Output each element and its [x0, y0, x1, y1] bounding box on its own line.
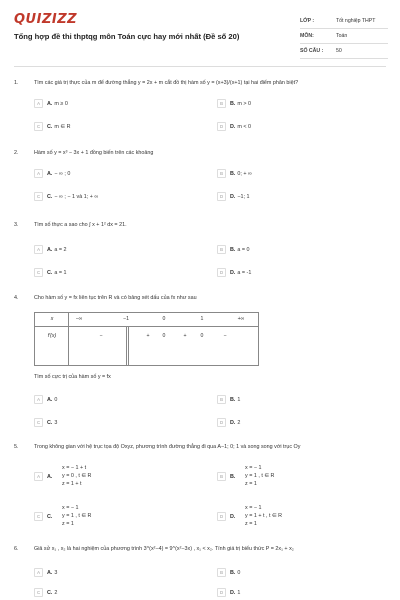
option-text: − ∞ ; − 1 và 1; + ∞	[54, 193, 99, 200]
sign-table-divider	[126, 326, 127, 365]
option-text: a = 0	[237, 246, 250, 253]
option-letter-box: D	[217, 588, 226, 597]
option-text: 3	[54, 569, 58, 576]
sign-table-x-value: +∞	[237, 316, 245, 322]
option-label: B.	[230, 569, 236, 576]
option-label: D.	[230, 589, 236, 596]
option-letter-box: B	[217, 472, 226, 481]
sign-table-x-value: 0	[162, 316, 166, 322]
option-label: B.	[230, 396, 236, 403]
option-text: −1; 1	[237, 193, 250, 200]
question-stem: Tìm các giá trị thực của m để đường thẳng y = 2x + m cắt đồ thị hàm số y = (x+3)/(x+1) tại hai điểm phân biệt?	[34, 80, 299, 86]
question-number: 3.	[14, 222, 19, 228]
option-letter-box: C	[34, 122, 43, 131]
option-d[interactable]	[217, 122, 251, 131]
option-text: 1	[237, 396, 241, 403]
option-label: B.	[230, 170, 236, 177]
option-text: 3	[54, 419, 58, 426]
option-label: B.	[230, 473, 236, 480]
option-label: A.	[47, 473, 53, 480]
option-c[interactable]	[34, 192, 98, 201]
option-letter-box: C	[34, 418, 43, 427]
equation-line: y = 0 , t ∈ R	[62, 473, 92, 479]
equation-line: z = 1	[245, 521, 257, 527]
option-d[interactable]	[217, 268, 251, 277]
option-c[interactable]	[34, 588, 57, 597]
option-text: 2	[237, 419, 241, 426]
option-letter-box: C	[34, 268, 43, 277]
sign-table-sign: +	[146, 333, 150, 339]
option-b[interactable]	[217, 245, 250, 254]
question-number: 5.	[14, 444, 19, 450]
question-number: 2.	[14, 150, 19, 156]
option-text: 1	[237, 589, 241, 596]
option-b[interactable]	[217, 568, 240, 577]
option-letter-box: A	[34, 395, 43, 404]
option-c[interactable]	[34, 268, 67, 277]
option-text: a = -1	[237, 269, 252, 276]
option-b[interactable]	[217, 169, 252, 178]
option-label: C.	[47, 193, 53, 200]
option-label: C.	[47, 419, 53, 426]
sign-table-sign: 0	[162, 333, 166, 339]
option-b[interactable]	[217, 99, 251, 108]
sign-table-sign: 0	[200, 333, 204, 339]
equation-line: x = − 1	[62, 505, 79, 511]
option-text: 0	[54, 396, 58, 403]
option-a[interactable]	[34, 395, 57, 404]
sign-table-x-value: 1	[200, 316, 204, 322]
option-letter-box: D	[217, 268, 226, 277]
meta-value: Tốt nghiệp THPT	[336, 18, 376, 24]
sign-table-sign: −	[99, 333, 103, 339]
option-label: D.	[230, 419, 236, 426]
equation-line: z = 1	[62, 521, 74, 527]
question-number: 6.	[14, 546, 19, 552]
sign-table-sign: +	[183, 333, 187, 339]
option-letter-box: B	[217, 99, 226, 108]
option-text: m < 0	[237, 123, 252, 130]
question-stem: Cho hàm số y = fx liên tục trên R và có bảng xét dấu của fx như sau	[34, 295, 197, 301]
sign-table-divider	[128, 326, 129, 365]
option-letter-box: D	[217, 418, 226, 427]
option-c-system	[62, 504, 91, 528]
option-letter-box: C	[34, 588, 43, 597]
equation-line: y = 1 + t , t ∈ R	[245, 513, 283, 519]
sign-table-sign: −	[223, 333, 227, 339]
question-stem: Giả sử x₁ , x₂ là hai nghiệm của phương trình 3^(x²−4) = 9^(x²−3x) , x₁ < x₂. Tính giá trị biểu thức P = 2x₁ + x₂	[34, 546, 294, 552]
sign-table-label-fprime: f′(x)	[47, 333, 57, 339]
equation-line: y = 1 , t ∈ R	[62, 513, 92, 519]
option-label: D.	[230, 269, 236, 276]
option-label: B.	[230, 100, 236, 107]
option-d-system	[245, 504, 282, 528]
option-d[interactable]	[217, 588, 240, 597]
meta-row-class	[300, 14, 388, 29]
option-letter-box: C	[34, 512, 43, 521]
option-letter-box: A	[34, 99, 43, 108]
option-letter-box: C	[34, 192, 43, 201]
option-label: A.	[47, 246, 53, 253]
meta-row-count	[300, 44, 388, 59]
sign-table-divider	[68, 313, 69, 365]
option-letter-box: A	[34, 568, 43, 577]
option-label: C.	[47, 589, 53, 596]
option-c[interactable]	[34, 512, 54, 521]
option-text: 0; + ∞	[237, 170, 252, 177]
option-b[interactable]	[217, 395, 240, 404]
equation-line: z = 1	[245, 481, 257, 487]
question-stem: Tìm số thực a sao cho ∫ x + 1² dx = 21.	[34, 222, 127, 228]
option-text: 0	[237, 569, 241, 576]
equation-line: x = − 1 + t	[62, 465, 87, 471]
option-label: D.	[230, 513, 236, 520]
question-stem: Hàm số y = x³ − 3x + 1 đồng biến trên các khoảng	[34, 150, 154, 156]
option-a[interactable]	[34, 245, 67, 254]
option-label: A.	[47, 569, 53, 576]
meta-row-subject	[300, 29, 388, 44]
question-number: 4.	[14, 295, 19, 301]
option-a[interactable]	[34, 169, 70, 178]
option-letter-box: B	[217, 245, 226, 254]
option-label: A.	[47, 100, 53, 107]
option-text: 2	[54, 589, 58, 596]
meta-value: 50	[336, 48, 342, 54]
option-label: D.	[230, 193, 236, 200]
meta-key: SỐ CÂU :	[300, 48, 324, 54]
option-b-system	[245, 464, 274, 488]
option-text: − ∞ ; 0	[54, 170, 71, 177]
option-letter-box: B	[217, 568, 226, 577]
option-label: C.	[47, 123, 53, 130]
option-letter-box: D	[217, 122, 226, 131]
equation-line: z = 1 + t	[62, 481, 82, 487]
option-letter-box: A	[34, 245, 43, 254]
option-text: m > 0	[237, 100, 252, 107]
equation-line: x = − 1	[245, 505, 262, 511]
option-text: m ∈ R	[54, 123, 71, 130]
option-d[interactable]	[217, 512, 237, 521]
question-stem: Trong không gian với hệ trục tọa độ Oxyz, phương trình đường thẳng đi qua A−1; 0; 1 và song song với trục Oy	[34, 444, 301, 450]
question-sub-stem: Tìm số cực trị của hàm số y = fx	[34, 374, 111, 380]
option-text: a = 2	[54, 246, 67, 253]
meta-key: LỚP :	[300, 18, 315, 24]
option-letter-box: B	[217, 169, 226, 178]
option-a[interactable]	[34, 472, 54, 481]
option-letter-box: B	[217, 395, 226, 404]
header-divider	[14, 66, 386, 67]
option-a[interactable]	[34, 568, 57, 577]
option-letter-box: A	[34, 472, 43, 481]
option-c[interactable]	[34, 418, 57, 427]
option-label: A.	[47, 170, 53, 177]
option-d[interactable]	[217, 418, 240, 427]
option-a[interactable]	[34, 99, 68, 108]
option-letter-box: A	[34, 169, 43, 178]
option-label: B.	[230, 246, 236, 253]
option-text: m ≥ 0	[54, 100, 68, 107]
sign-table-x-value: −∞	[75, 316, 83, 322]
page-title: Tổng hợp đề thi thptqg môn Toán cực hay mới nhất (Đề số 20)	[14, 32, 240, 41]
option-label: C.	[47, 269, 53, 276]
question-number: 1.	[14, 80, 19, 86]
option-letter-box: D	[217, 192, 226, 201]
option-label: C.	[47, 513, 53, 520]
equation-line: y = 1 , t ∈ R	[245, 473, 275, 479]
quizizz-logo: QUIZIZZ	[14, 12, 78, 27]
sign-table-x-value: −1	[123, 316, 129, 322]
option-letter-box: D	[217, 512, 226, 521]
sign-table-label-x: x	[50, 316, 54, 322]
sign-table	[34, 312, 259, 366]
meta-value: Toán	[336, 33, 348, 39]
meta-key: MÔN:	[300, 33, 314, 39]
option-a-system	[62, 464, 91, 488]
option-c[interactable]	[34, 122, 70, 131]
equation-line: x = − 1	[245, 465, 262, 471]
meta-box	[300, 14, 388, 59]
option-b[interactable]	[217, 472, 237, 481]
option-label: D.	[230, 123, 236, 130]
option-d[interactable]	[217, 192, 250, 201]
option-text: a = 1	[54, 269, 67, 276]
option-label: A.	[47, 396, 53, 403]
